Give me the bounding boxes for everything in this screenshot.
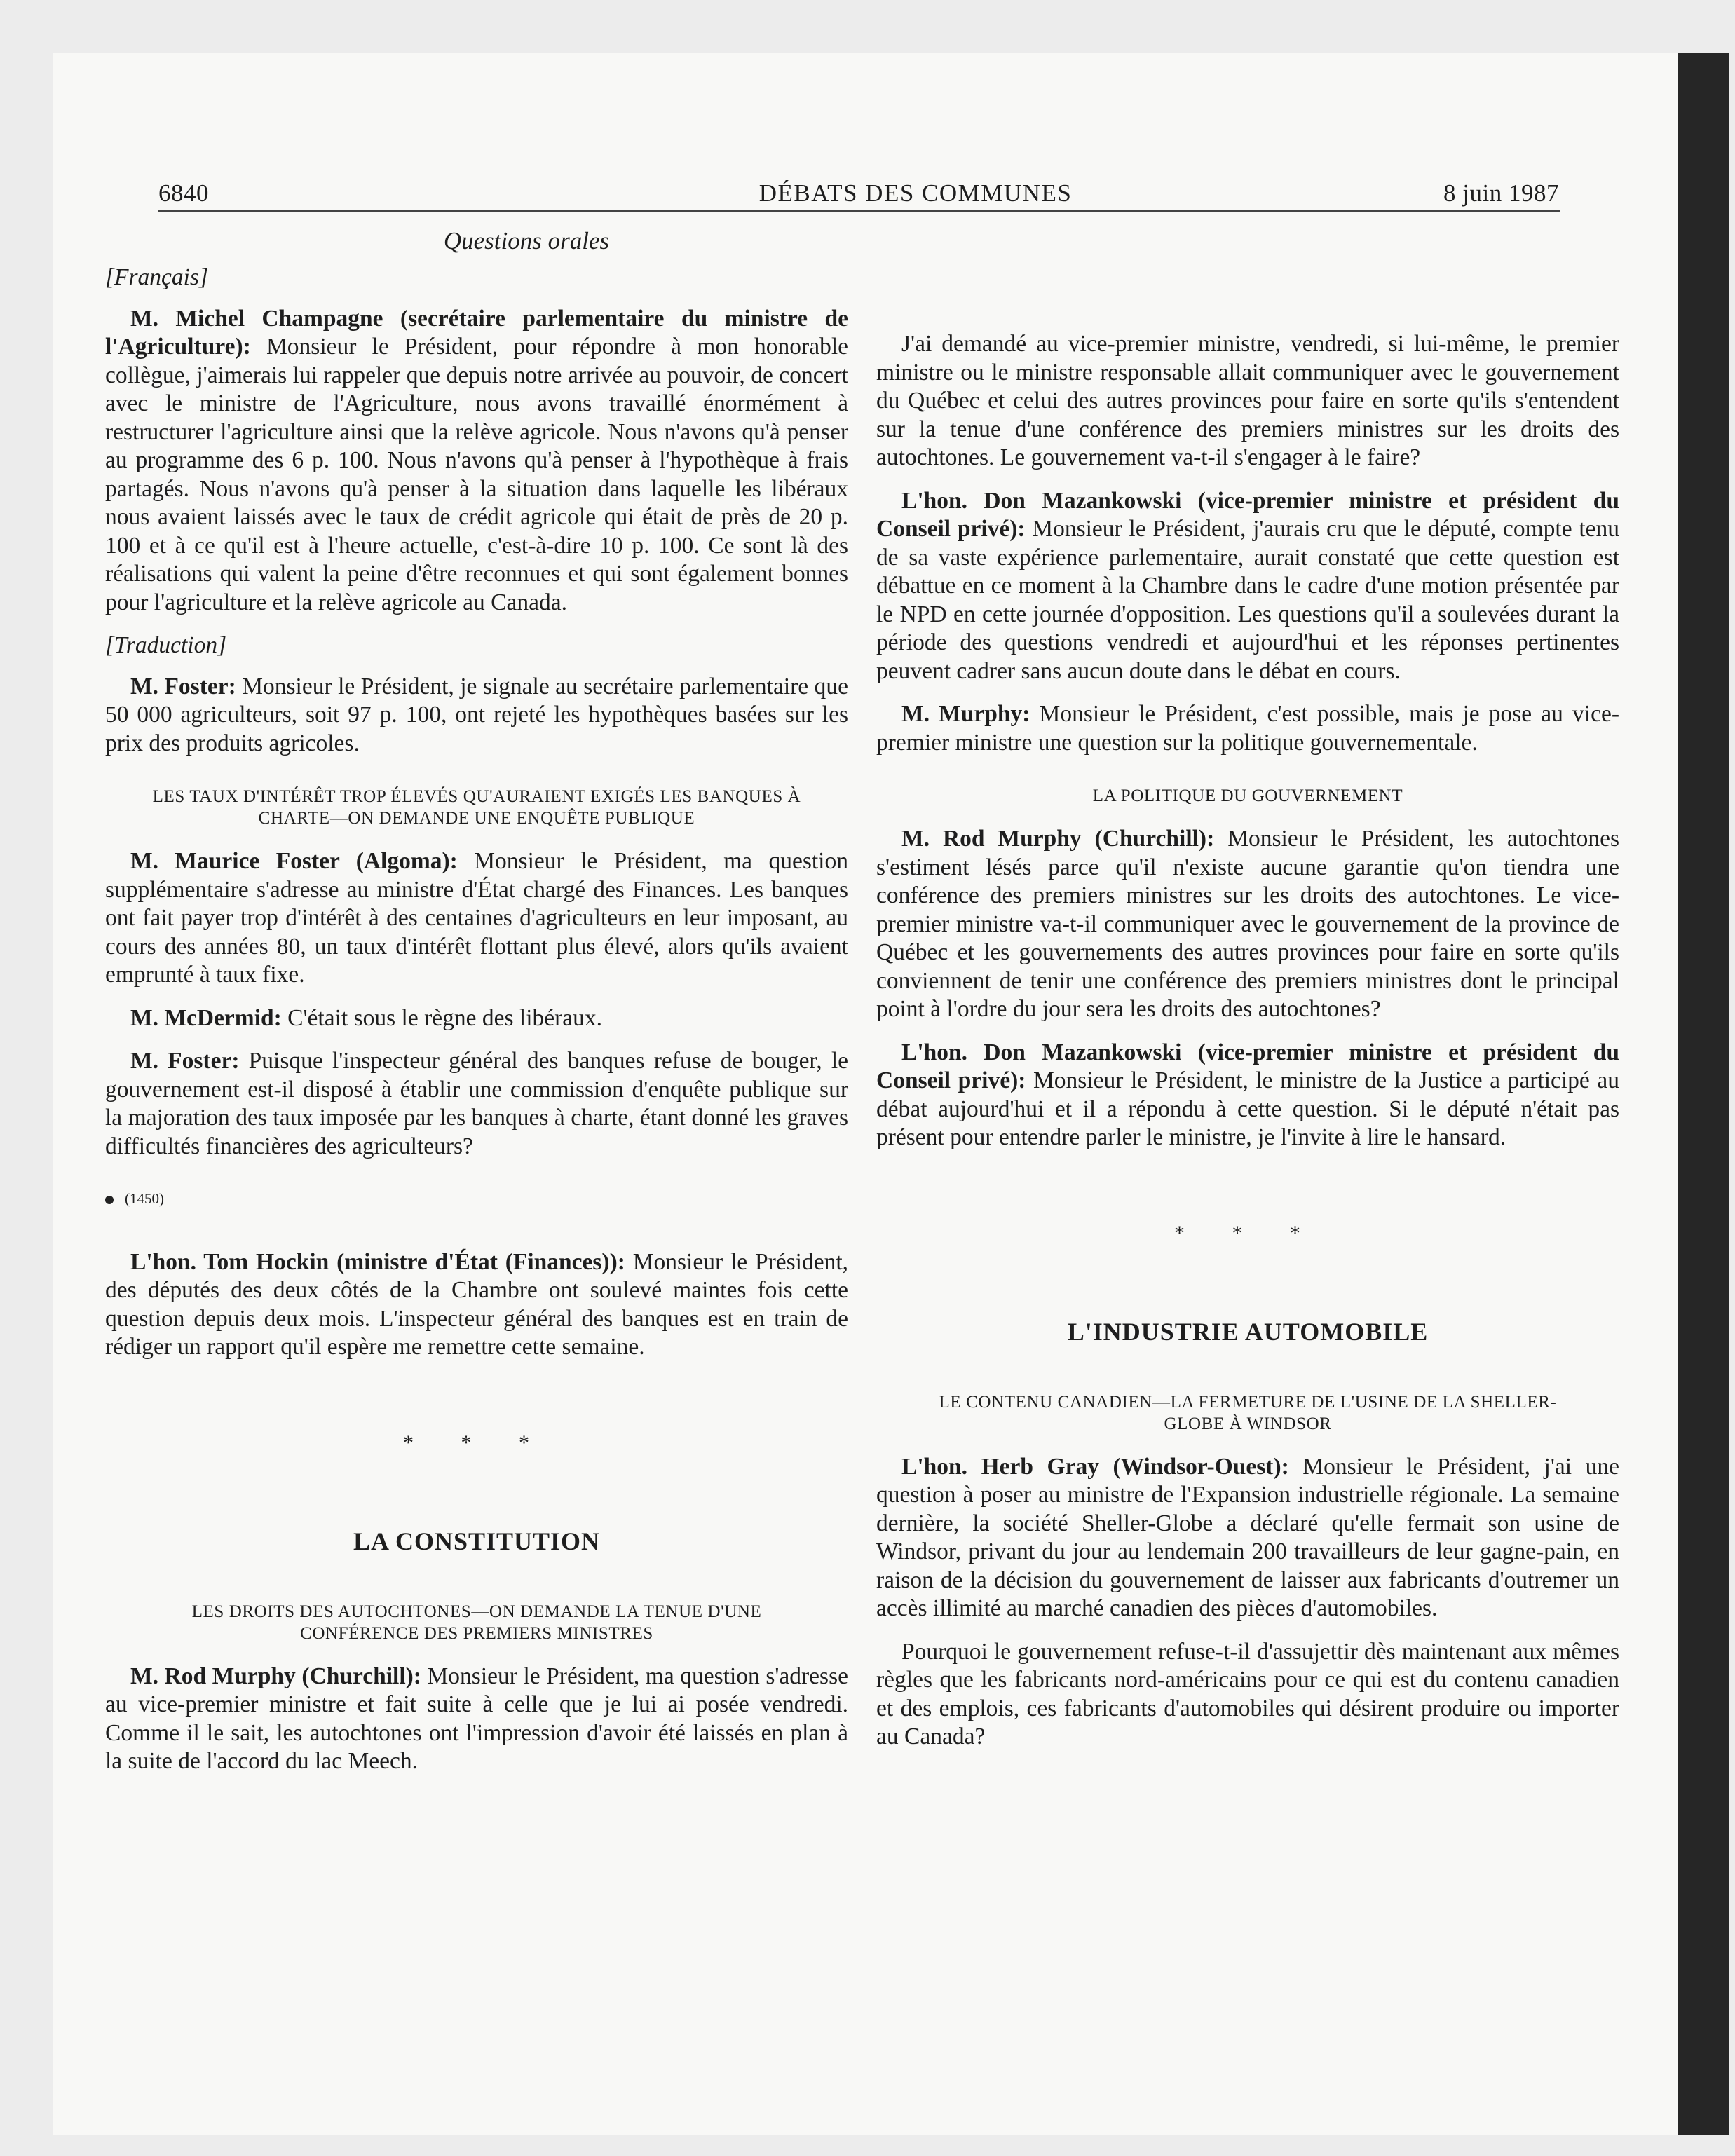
paragraph xyxy=(105,1047,848,1161)
speech: Monsieur le Président, j'aurais cru que le député, compte tenu de sa vaste expérience parlementaire, aurait constaté que cette question est débattue en ce moment à la Chambre dans le cadre d'une motion présentée par le NPD en cette journée d'opposition. Les questions qu'il a soulevées durant la période des questions vendredi et aujourd'hui et les réponses pertinentes peuvent cadrer sans aucun doute dans le débat en cours. xyxy=(876,516,1619,684)
paragraph xyxy=(105,305,848,618)
subheading: LA POLITIQUE DU GOUVERNEMENT xyxy=(1092,786,1403,805)
right-column xyxy=(876,330,1619,1766)
speech: Monsieur le Président, c'est possible, mais je pose au vice-premier ministre une question sur la politique gouvernementale. xyxy=(876,701,1619,756)
speaker: M. Maurice Foster (Algoma): xyxy=(130,848,458,874)
speaker: L'hon. Don Mazankowski (vice-premier ministre et président du Conseil privé): xyxy=(876,1039,1619,1093)
language-marker: [Français] xyxy=(105,264,209,290)
speech: Monsieur le Président, les autochtones s'estiment lésés parce qu'il n'existe aucune garantie qu'on tiendra une conférence des premiers ministres sur les droits des autochtones. Le vice-premier ministre va-t-il communiquer avec le gouvernement de la province de Québec et les gouvernements des autres provinces pour faire en sorte qu'ils conviennent de tenir une conférence des premiers ministres dont le principal point à l'ordre du jour sera les droits des autochtones? xyxy=(876,826,1619,1022)
speech: Monsieur le Président, je signale au secrétaire parlementaire que 50 000 agriculteurs, soit 97 p. 100, ont rejeté les hypothèques basées sur les prix des produits agricoles. xyxy=(105,673,848,756)
time-marker xyxy=(105,1185,848,1213)
speaker: M. Foster: xyxy=(130,1048,240,1074)
speech: Puisque l'inspecteur général des banques refuse de bouger, le gouvernement est-il disposé à établir une commission d'enquête publique sur la majoration des taux imposée par les banques à charte, étant donné les graves difficultés financières des agriculteurs? xyxy=(105,1048,848,1159)
speaker: M. Foster: xyxy=(130,673,236,700)
subheading: LES TAUX D'INTÉRÊT TROP ÉLEVÉS QU'AURAIENT EXIGÉS LES BANQUES À CHARTE—ON DEMANDE UNE ENQUÊTE PUBLIQUE xyxy=(152,787,801,828)
speech: Monsieur le Président, des députés des deux côtés de la Chambre ont soulevé maintes fois cette question depuis deux mois. L'inspecteur général des banques est en train de rédiger un rapport qu'il espère me remettre cette semaine. xyxy=(105,1248,848,1360)
subheading: LES DROITS DES AUTOCHTONES—ON DEMANDE LA TENUE D'UNE CONFÉRENCE DES PREMIERS MINISTRES xyxy=(191,1602,762,1643)
bullet-icon xyxy=(105,1196,114,1204)
language-marker: [Traduction] xyxy=(105,632,227,658)
paragraph xyxy=(105,1663,848,1776)
page-number: 6840 xyxy=(158,179,209,207)
paragraph xyxy=(105,1004,848,1033)
speaker: M. Murphy: xyxy=(901,701,1030,727)
paragraph xyxy=(105,847,848,990)
speaker: M. Michel Champagne (secrétaire parlementaire du ministre de l'Agriculture): xyxy=(105,305,848,360)
scanned-page xyxy=(53,53,1678,2135)
paragraph xyxy=(876,487,1619,686)
paragraph xyxy=(105,1248,848,1362)
speech: Monsieur le Président, pour répondre à mon honorable collègue, j'aimerais lui rappeler que depuis notre arrivée au pouvoir, de concert avec le ministre de l'Agriculture, nous avons travaillé énormément à restructurer l'agriculture ainsi que la relève agricole. Nous n'avons qu'à penser au programme des 6 p. 100. Nous n'avons qu'à penser à l'hypothèque à frais partagés. Nous n'avons qu'à penser à la situation dans laquelle les libéraux nous avaient laissés avec le taux de crédit agricole qui était de près de 20 p. 100 et à ce qu'il est à l'heure actuelle, c'est-à-dire 10 p. 100. Ce sont là des réalisations qui valent la peine d'être reconnues et qui sont également bonnes pour l'agriculture et la relève agricole au Canada. xyxy=(105,334,848,615)
speaker: L'hon. Don Mazankowski (vice-premier ministre et président du Conseil privé): xyxy=(876,487,1619,542)
speech: Monsieur le Président, le ministre de la Justice a participé au débat aujourd'hui et il a répondu à cette question. Si le député n'était pas présent pour entendre parler le ministre, je l'invite à lire le hansard. xyxy=(876,1067,1619,1150)
speaker: L'hon. Tom Hockin (ministre d'État (Finances)): xyxy=(130,1248,625,1275)
section-heading: LA CONSTITUTION xyxy=(353,1527,601,1555)
scan-edge-shadow xyxy=(1678,53,1729,2135)
paragraph xyxy=(876,1039,1619,1152)
paragraph: J'ai demandé au vice-premier ministre, vendredi, si lui-même, le premier ministre ou le ministre responsable allait communiquer avec le gouvernement du Québec et celui des autres provinces pour faire en sorte qu'ils s'entendent sur la tenue d'une conférence des premiers ministres sur les droits des autochtones. Le gouvernement va-t-il s'engager à le faire? xyxy=(876,331,1619,470)
speech: Monsieur le Président, j'ai une question à poser au ministre de l'Expansion industrielle régionale. La semaine dernière, la société Sheller-Globe a déclaré qu'elle fermait son usine de Windsor, privant du jour au lendemain 200 travailleurs de leur gagne-pain, en raison de la décision du gouvernement de laisser aux fabricants d'outremer un accès illimité au marché canadien des pièces d'automobiles. xyxy=(876,1453,1619,1621)
speech: Monsieur le Président, ma question s'adresse au vice-premier ministre et fait suite à celle que je lui ai posée vendredi. Comme il le sait, les autochtones ont l'impression d'avoir été laissés en plan à la suite de l'accord du lac Meech. xyxy=(105,1663,848,1774)
paragraph: Pourquoi le gouvernement refuse-t-il d'assujettir dès maintenant aux mêmes règles que les fabricants nord-américains pour ce qui est du contenu canadien et des emplois, ces fabricants d'automobiles qui désirent produire ou importer au Canada? xyxy=(876,1638,1619,1749)
header-rule xyxy=(158,210,1560,212)
time-stamp: (1450) xyxy=(125,1190,164,1207)
publication-title: DÉBATS DES COMMUNES xyxy=(758,179,1073,207)
speech: Monsieur le Président, ma question supplémentaire s'adresse au ministre d'État chargé des Finances. Les banques ont fait payer trop d'intérêt à des centaines d'agriculteurs en leur imposant, au cours des années 80, un taux d'intérêt flottant plus élevé, alors qu'ils avaient emprunté à taux fixe. xyxy=(105,848,848,988)
publication-date: 8 juin 1987 xyxy=(1443,179,1559,207)
section-label: Questions orales xyxy=(443,227,610,254)
paragraph xyxy=(876,825,1619,1024)
speaker: L'hon. Herb Gray (Windsor-Ouest): xyxy=(901,1453,1289,1480)
paragraph xyxy=(105,673,848,758)
section-separator: * * * xyxy=(1174,1221,1321,1245)
section-heading: L'INDUSTRIE AUTOMOBILE xyxy=(1067,1318,1429,1346)
speaker: M. Rod Murphy (Churchill): xyxy=(130,1663,421,1689)
section-separator: * * * xyxy=(403,1431,550,1454)
speaker: M. McDermid: xyxy=(130,1004,282,1031)
speech: C'était sous le règne des libéraux. xyxy=(281,1004,603,1031)
speaker: M. Rod Murphy (Churchill): xyxy=(901,826,1215,852)
left-column xyxy=(105,264,848,1791)
subheading: LE CONTENU CANADIEN—LA FERMETURE DE L'USINE DE LA SHELLER-GLOBE À WINDSOR xyxy=(939,1392,1557,1433)
paragraph xyxy=(876,1453,1619,1623)
paragraph xyxy=(876,700,1619,757)
